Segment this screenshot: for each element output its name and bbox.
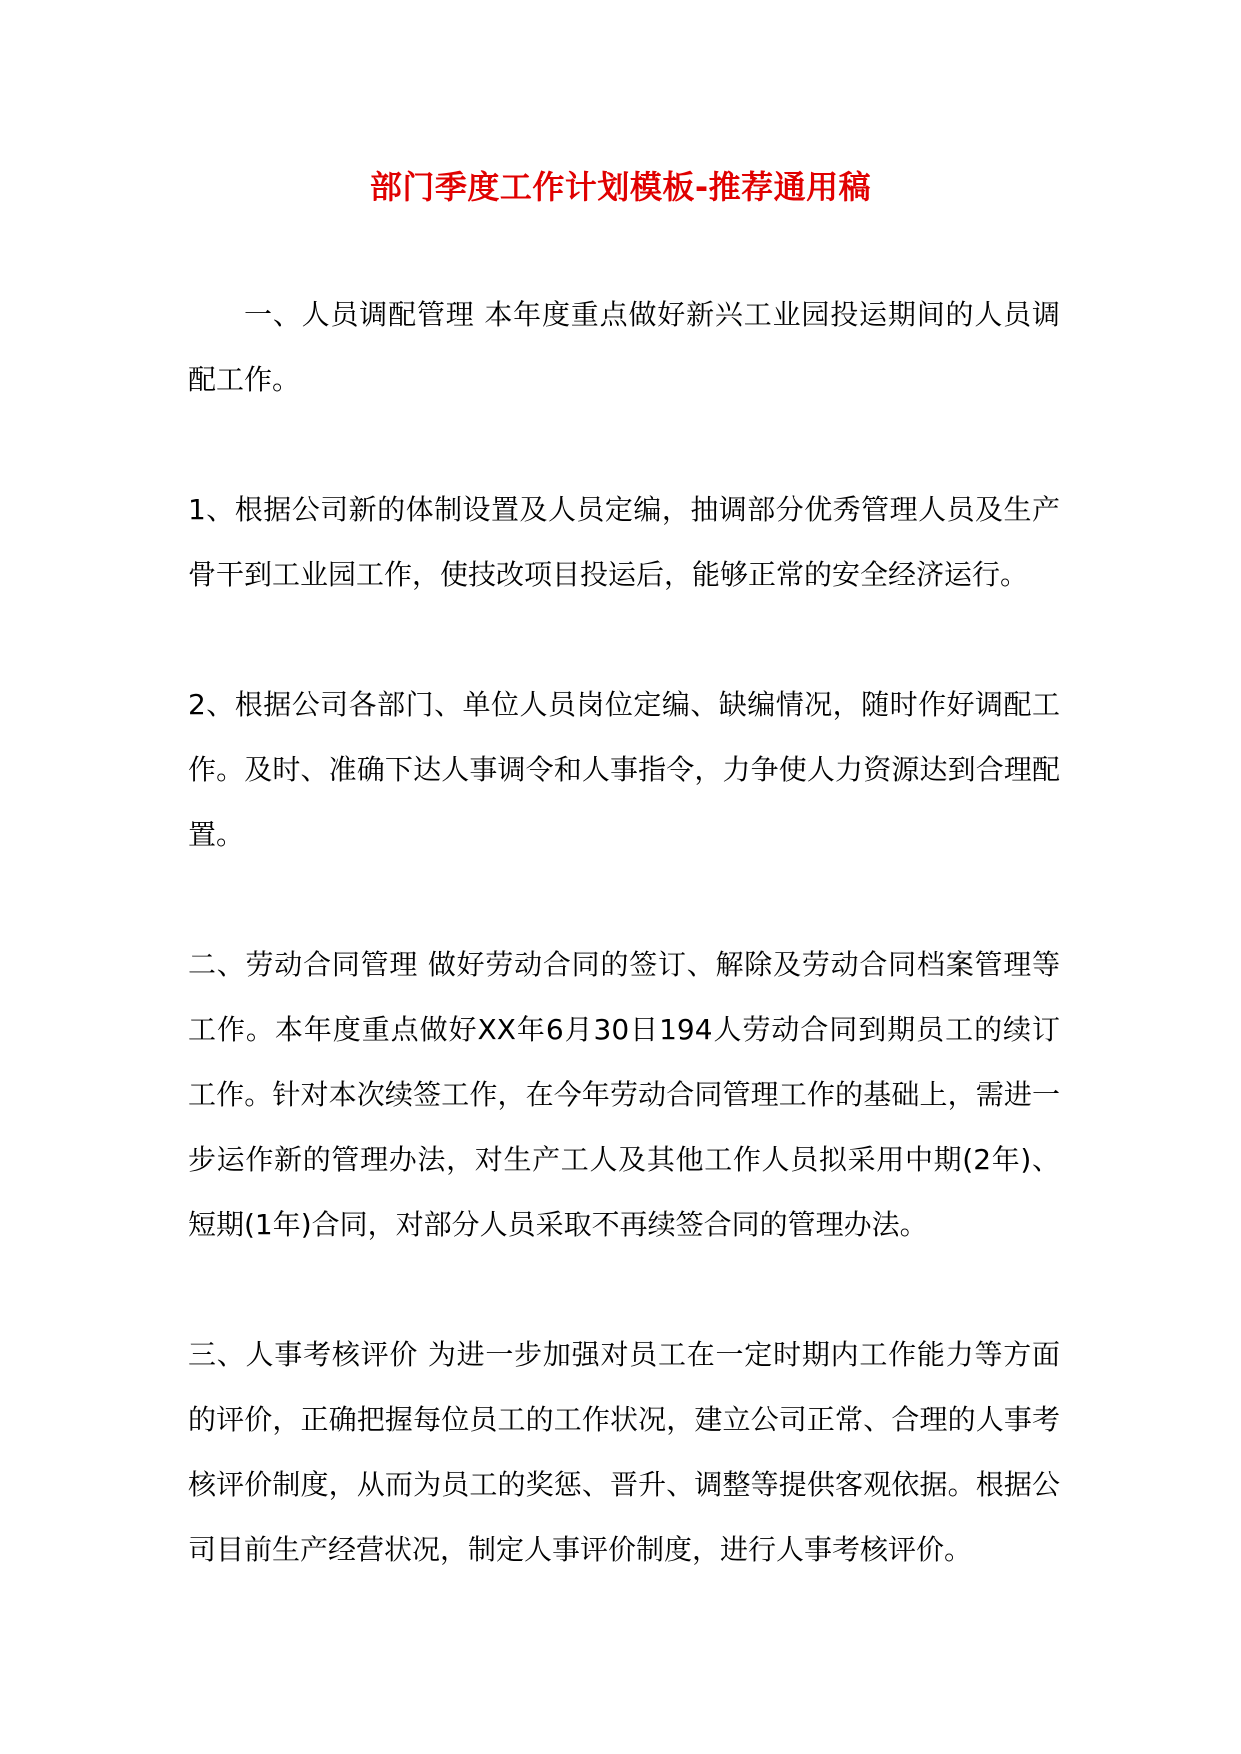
paragraph-item-2: 2、根据公司各部门、单位人员岗位定编、缺编情况，随时作好调配工作。及时、准确下达人事调令和人事指令，力争使人力资源达到合理配置。 (188, 688, 1060, 851)
paragraph-personnel-evaluation: 三、人事考核评价 为进一步加强对员工在一定时期内工作能力等方面的评价，正确把握每位员工的工作状况，建立公司正常、合理的人事考核评价制度，从而为员工的奖惩、晋升、调整等提供客观依据。根据公司目前生产经营状况，制定人事评价制度，进行人事考核评价。 (188, 1338, 1060, 1566)
paragraph-labor-contract: 二、劳动合同管理 做好劳动合同的签订、解除及劳动合同档案管理等工作。本年度重点做好XX年6月30日194人劳动合同到期员工的续订工作。针对本次续签工作，在今年劳动合同管理工作的基础上，需进一步运作新的管理办法，对生产工人及其他工作人员拟采用中期(2年)、短期(1年)合同，对部分人员采取不再续签合同的管理办法。 (188, 948, 1060, 1241)
document-title: 部门季度工作计划模板-推荐通用稿 (369, 168, 872, 206)
paragraph-staff-allocation: 一、人员调配管理 本年度重点做好新兴工业园投运期间的人员调配工作。 (188, 298, 1060, 396)
paragraph-item-1: 1、根据公司新的体制设置及人员定编，抽调部分优秀管理人员及生产骨干到工业园工作，使技改项目投运后，能够正常的安全经济运行。 (188, 493, 1060, 591)
